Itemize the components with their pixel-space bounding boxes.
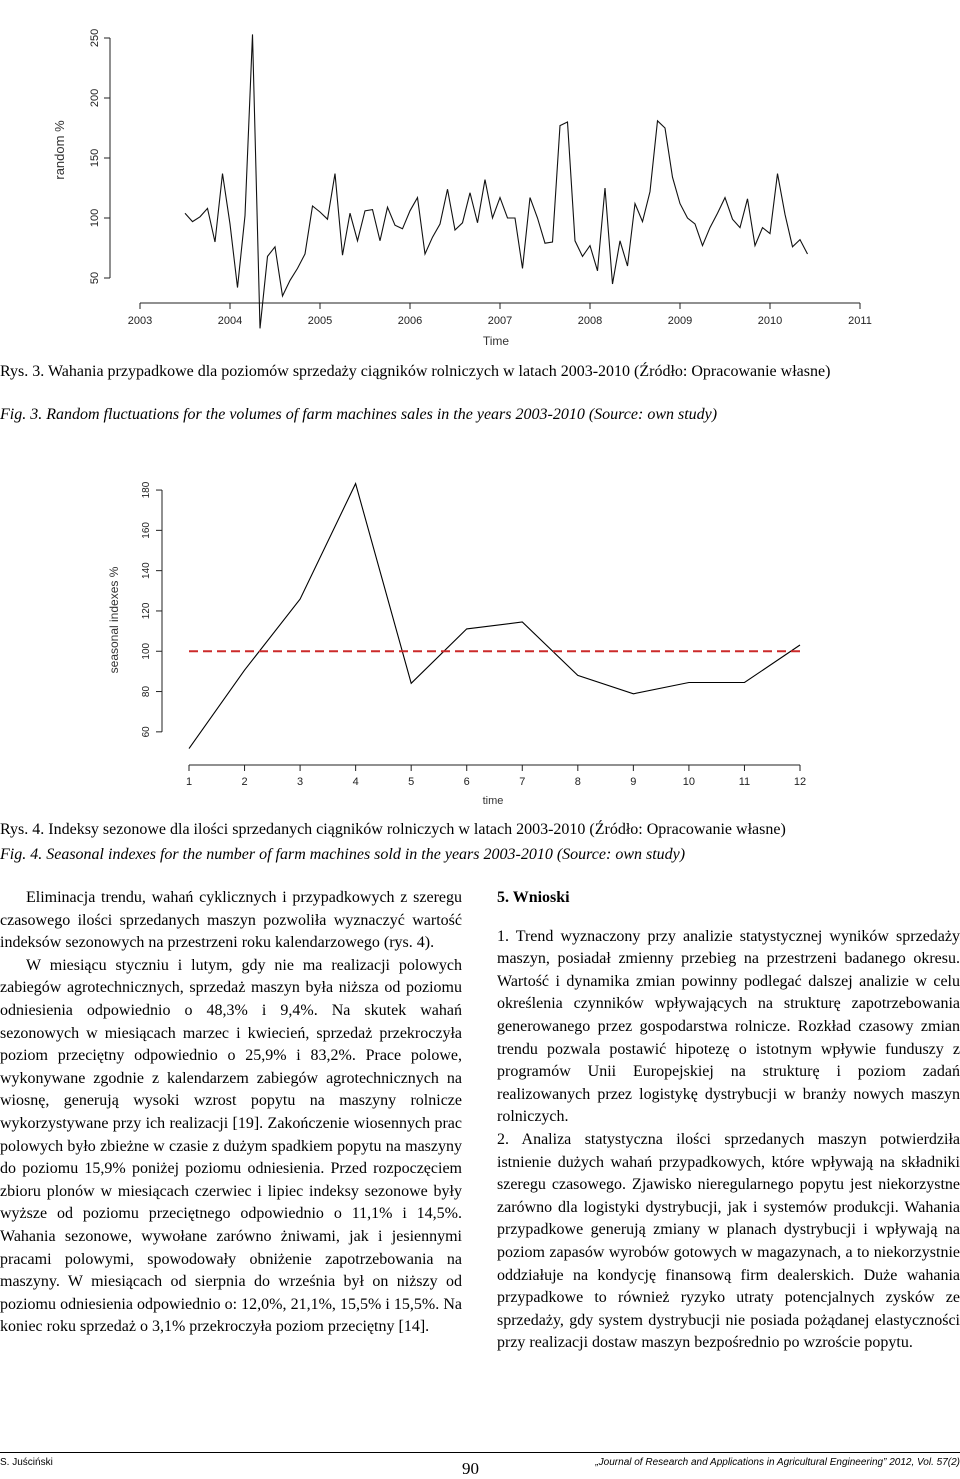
x-tick-label: 9 — [630, 776, 637, 788]
chart-series — [189, 484, 800, 749]
x-tick-label: 2005 — [307, 315, 333, 327]
chart-ticks — [89, 29, 872, 327]
random-fluctuations-chart — [0, 0, 960, 355]
y-tick-label: 200 — [89, 88, 101, 108]
y-tick-label: 250 — [89, 28, 101, 48]
paragraph: W miesiącu styczniu i lutym, gdy nie ma realizacji polowych zabiegów agrotechnicznych, sprzedaż maszyn była niższa od poziomu odniesienia odpowiednio o 48,3% i 9,4%. Na skutek wahań sezonowych w miesiącach marzec i kwiecień, sprzedaż przekroczyła poziom przeciętny odpowiednio o 25,9% i 83,2%. Prace polowe, wykonywane zgodnie z kalendarzem zabiegów agrotechnicznych na wiosnę, generują wysoki wzrost popytu na maszyny rolnicze wykorzystywane przy ich realizacji [19]. Zakończenie wiosennych prac polowych było zbieżne w czasie z dużym spadkiem popytu na maszyny do poziomu 15,9% poniżej poziomu odniesienia. Przed rozpoczęciem zbioru plonów w miesiącach czerwiec i lipiec indeksy sezonowe były wyższe od poziomu przeciętnego odpowiednio o 11,1% i 14,5%. Wahania sezonowe, wywołane zarówno żniwami, jak i jesiennymi pracami polowymi, spowodowały obniżenie zapotrzebowania na maszyny. W miesiącach od sierpnia do września był on niższy od poziomu odniesienia odpowiednio o: 12,0%, 21,1%, 15,5% i 15,5%. Na koniec roku sprzedaż o 3,1% przekroczyła poziom przeciętny [14]. — [0, 956, 462, 1336]
x-axis-label: time — [482, 795, 504, 807]
x-axis-label: Time — [482, 334, 510, 348]
x-tick-label: 2007 — [487, 315, 513, 327]
seasonal-indexes-chart — [0, 440, 960, 820]
x-tick-label: 7 — [519, 776, 526, 788]
x-tick-label: 2011 — [848, 315, 872, 327]
y-axis-label: seasonal indexes % — [107, 566, 121, 674]
y-tick-label: 80 — [141, 685, 152, 698]
chart-axes — [110, 38, 860, 303]
y-tick-label: 120 — [141, 602, 152, 620]
x-tick-label: 2004 — [217, 315, 243, 327]
section-heading: 5. Wnioski — [497, 889, 570, 906]
y-tick-label: 100 — [89, 208, 101, 228]
x-tick-label: 2010 — [757, 315, 783, 327]
seasonal-index-line — [189, 484, 800, 749]
footer-author: S. Juściński — [0, 1457, 53, 1468]
y-tick-label: 180 — [141, 481, 152, 499]
y-tick-label: 150 — [89, 148, 101, 168]
chart-series — [185, 34, 808, 328]
x-tick-label: 3 — [297, 776, 304, 788]
random-series-line — [185, 34, 808, 328]
x-tick-label: 2008 — [577, 315, 603, 327]
x-tick-label: 2009 — [667, 315, 693, 327]
paragraph: 1. Trend wyznaczony przy analizie statystycznej wyników sprzedaży maszyn, posiadał zmienny przebieg na przestrzeni badanego okresu. Wartość i dynamika zmian powinny podlegać dalszej analizie w celu określenia czynników wpływających na strukturę zapotrzebowania generowanego przez gospodarstwa rolnicze. Rozkład czasowy zmian trendu pozwala postawić hipotezę o istotnym wpływie funduszy z programów Unii Europejskiej na strukturę i poziom zadań realizowanych przez logistykę dystrybucji w branży nowych maszyn rolniczych. — [497, 927, 960, 1126]
y-axis-label: random % — [52, 120, 67, 180]
y-tick-label: 50 — [89, 271, 101, 285]
x-tick-label: 10 — [682, 776, 696, 788]
chart-ticks — [141, 481, 806, 788]
x-tick-label: 6 — [463, 776, 470, 788]
x-tick-label: 2006 — [397, 315, 423, 327]
figure-3-caption-pl: Rys. 3. Wahania przypadkowe dla poziomów sprzedaży ciągników rolniczych w latach 2003-2010 (Źródło: Opracowanie własne) — [0, 363, 831, 380]
paragraph: 2. Analiza statystyczna ilości sprzedanych maszyn potwierdziła istnienie dużych wahań przypadkowych, które wpływają na składniki szeregu czasowego. Zjawisko nieregularnego popytu jest niekorzystne zarówno dla logistyki dystrybucji, jak i systemów produkcji. Wahania przypadkowe generują zmiany w planach dystrybucji i wpływają na poziom zapasów wyrobów gotowych w magazynach, a to niekorzystnie oddziałuje na kondycję finansową firm dealerskich. Duże wahania przypadkowe to również ryzyko utraty potencjalnych zysków ze sprzedaży, gdy system dystrybucji nie posiada pożądanej elastyczności przy realizacji dostaw maszyn bezpośrednio po wzroście popytu. — [497, 1130, 960, 1352]
x-tick-label: 2003 — [127, 315, 153, 327]
footer-rule — [0, 1452, 960, 1453]
y-tick-label: 60 — [141, 726, 152, 738]
x-tick-label: 5 — [408, 776, 415, 788]
y-tick-label: 100 — [141, 642, 152, 660]
x-tick-label: 1 — [185, 776, 193, 788]
figure-4-caption-pl: Rys. 4. Indeksy sezonowe dla ilości sprzedanych ciągników rolniczych w latach 2003-2010 (Źródło: Opracowanie własne) — [0, 821, 786, 838]
right-column — [497, 887, 960, 1355]
y-tick-label: 160 — [141, 522, 152, 539]
paragraph: Eliminacja trendu, wahań cyklicznych i przypadkowych z szeregu czasowego ilości sprzedanych maszyn pozwoliła wyznaczyć wartość indeksów sezonowych na przestrzeni roku kalendarzowego (rys. 4). — [0, 889, 462, 952]
x-tick-label: 4 — [352, 776, 359, 788]
x-tick-label: 8 — [574, 776, 581, 788]
footer-journal: „Journal of Research and Applications in Agricultural Engineering” 2012, Vol. 57(2) — [595, 1457, 960, 1468]
figure-3-caption-en: Fig. 3. Random fluctuations for the volumes of farm machines sales in the years 2003-2010 (Source: own study) — [0, 406, 718, 423]
y-tick-label: 140 — [141, 562, 152, 579]
x-tick-label: 11 — [738, 776, 751, 788]
x-tick-label: 2 — [241, 776, 248, 788]
left-column — [0, 887, 462, 1339]
figure-4-caption-en: Fig. 4. Seasonal indexes for the number of farm machines sold in the years 2003-2010 (Source: own study) — [0, 846, 686, 863]
page-number: 90 — [462, 1459, 479, 1478]
x-tick-label: 12 — [793, 776, 807, 788]
